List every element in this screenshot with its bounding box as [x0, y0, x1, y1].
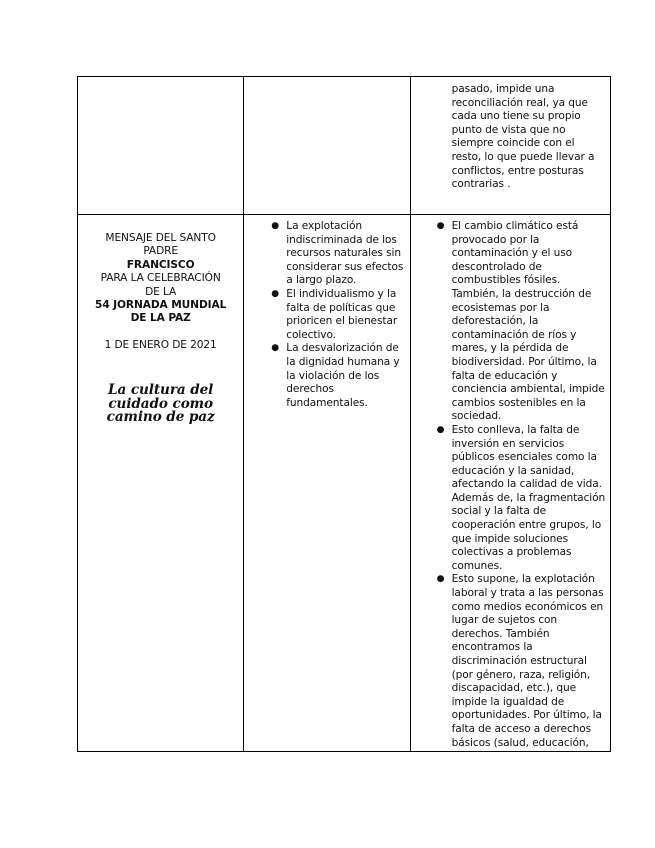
bullet-icon: ● [271, 343, 280, 354]
bullet-icon: ● [436, 574, 445, 585]
list-item: ● Esto conlleva, la falta de inversión en servicios públicos esenciales como la educación y la sanidad, afectando la calidad de vida. Además de, la fragmentación social y la falta de cooperación entre grupos, lo que impide soluciones colectivas a problemas comunes. [436, 423, 606, 572]
list-item: ● La explotación indiscriminada de los recursos naturales sin considerar sus efectos a largo plazo. [271, 220, 404, 287]
row1-col1-cell [78, 77, 244, 215]
bullet-icon: ● [271, 288, 280, 299]
consequences-list [411, 215, 610, 750]
table-row [78, 77, 611, 215]
bullet-icon: ● [271, 221, 280, 231]
causes-cell [244, 215, 410, 752]
list-item: ● El cambio climático está provocado por la contaminación y el uso descontrolado de combustibles fósiles. También, la destrucción de ecosistemas por la deforestación, la contaminación de ríos y mares, y la pérdida de biodiversidad. Por último, la falta de educación y conciencia ambiental, impide cambios sostenibles en la sociedad. [436, 220, 605, 423]
message-title-block [78, 215, 243, 424]
title-line-7: DE LA PAZ [130, 312, 191, 325]
document-table [77, 76, 611, 752]
title-line-6: 54 JORNADA MUNDIAL [95, 299, 227, 312]
causes-list [244, 215, 409, 410]
row1-col3-cell [410, 77, 610, 215]
message-date: 1 DE ENERO DE 2021 [104, 338, 217, 351]
table-row [78, 215, 611, 752]
consequences-cell [410, 215, 610, 752]
list-item: ● El individualismo y la falta de políticas que prioricen el bienestar colectivo. [271, 287, 398, 341]
title-line-1: MENSAJE DEL SANTO [105, 232, 216, 244]
row1-col2-cell [244, 77, 410, 215]
message-theme: La cultura del cuidado como camino de paz [106, 382, 215, 426]
bullet-icon: ● [436, 221, 445, 231]
continued-text: pasado, impide una reconciliación real, ya que cada uno tiene su propio punto de vista que no siempre coincide con el resto, lo que puede llevar a conflictos, entre posturas contrarias . [451, 83, 595, 191]
title-line-2: PADRE [143, 245, 178, 258]
list-item: ● La desvalorización de la dignidad humana y la violación de los derechos fundamentales. [271, 342, 400, 409]
title-line-4: PARA LA CELEBRACIÓN [100, 272, 221, 285]
list-item: ● Esto supone, la explotación laboral y trata a las personas como medios económicos en lugar de sujetos con derechos. También encontramos la discriminación estructural (por género, raza, religión, discapacidad, etc.), que impide la igualdad de oportunidades. Por último, la falta de acceso a derechos básicos (salud, educación, [436, 573, 604, 749]
title-line-3: FRANCISCO [126, 258, 195, 271]
title-line-5: DE LA [145, 285, 177, 298]
bullet-icon: ● [436, 424, 445, 435]
title-cell [78, 215, 244, 752]
